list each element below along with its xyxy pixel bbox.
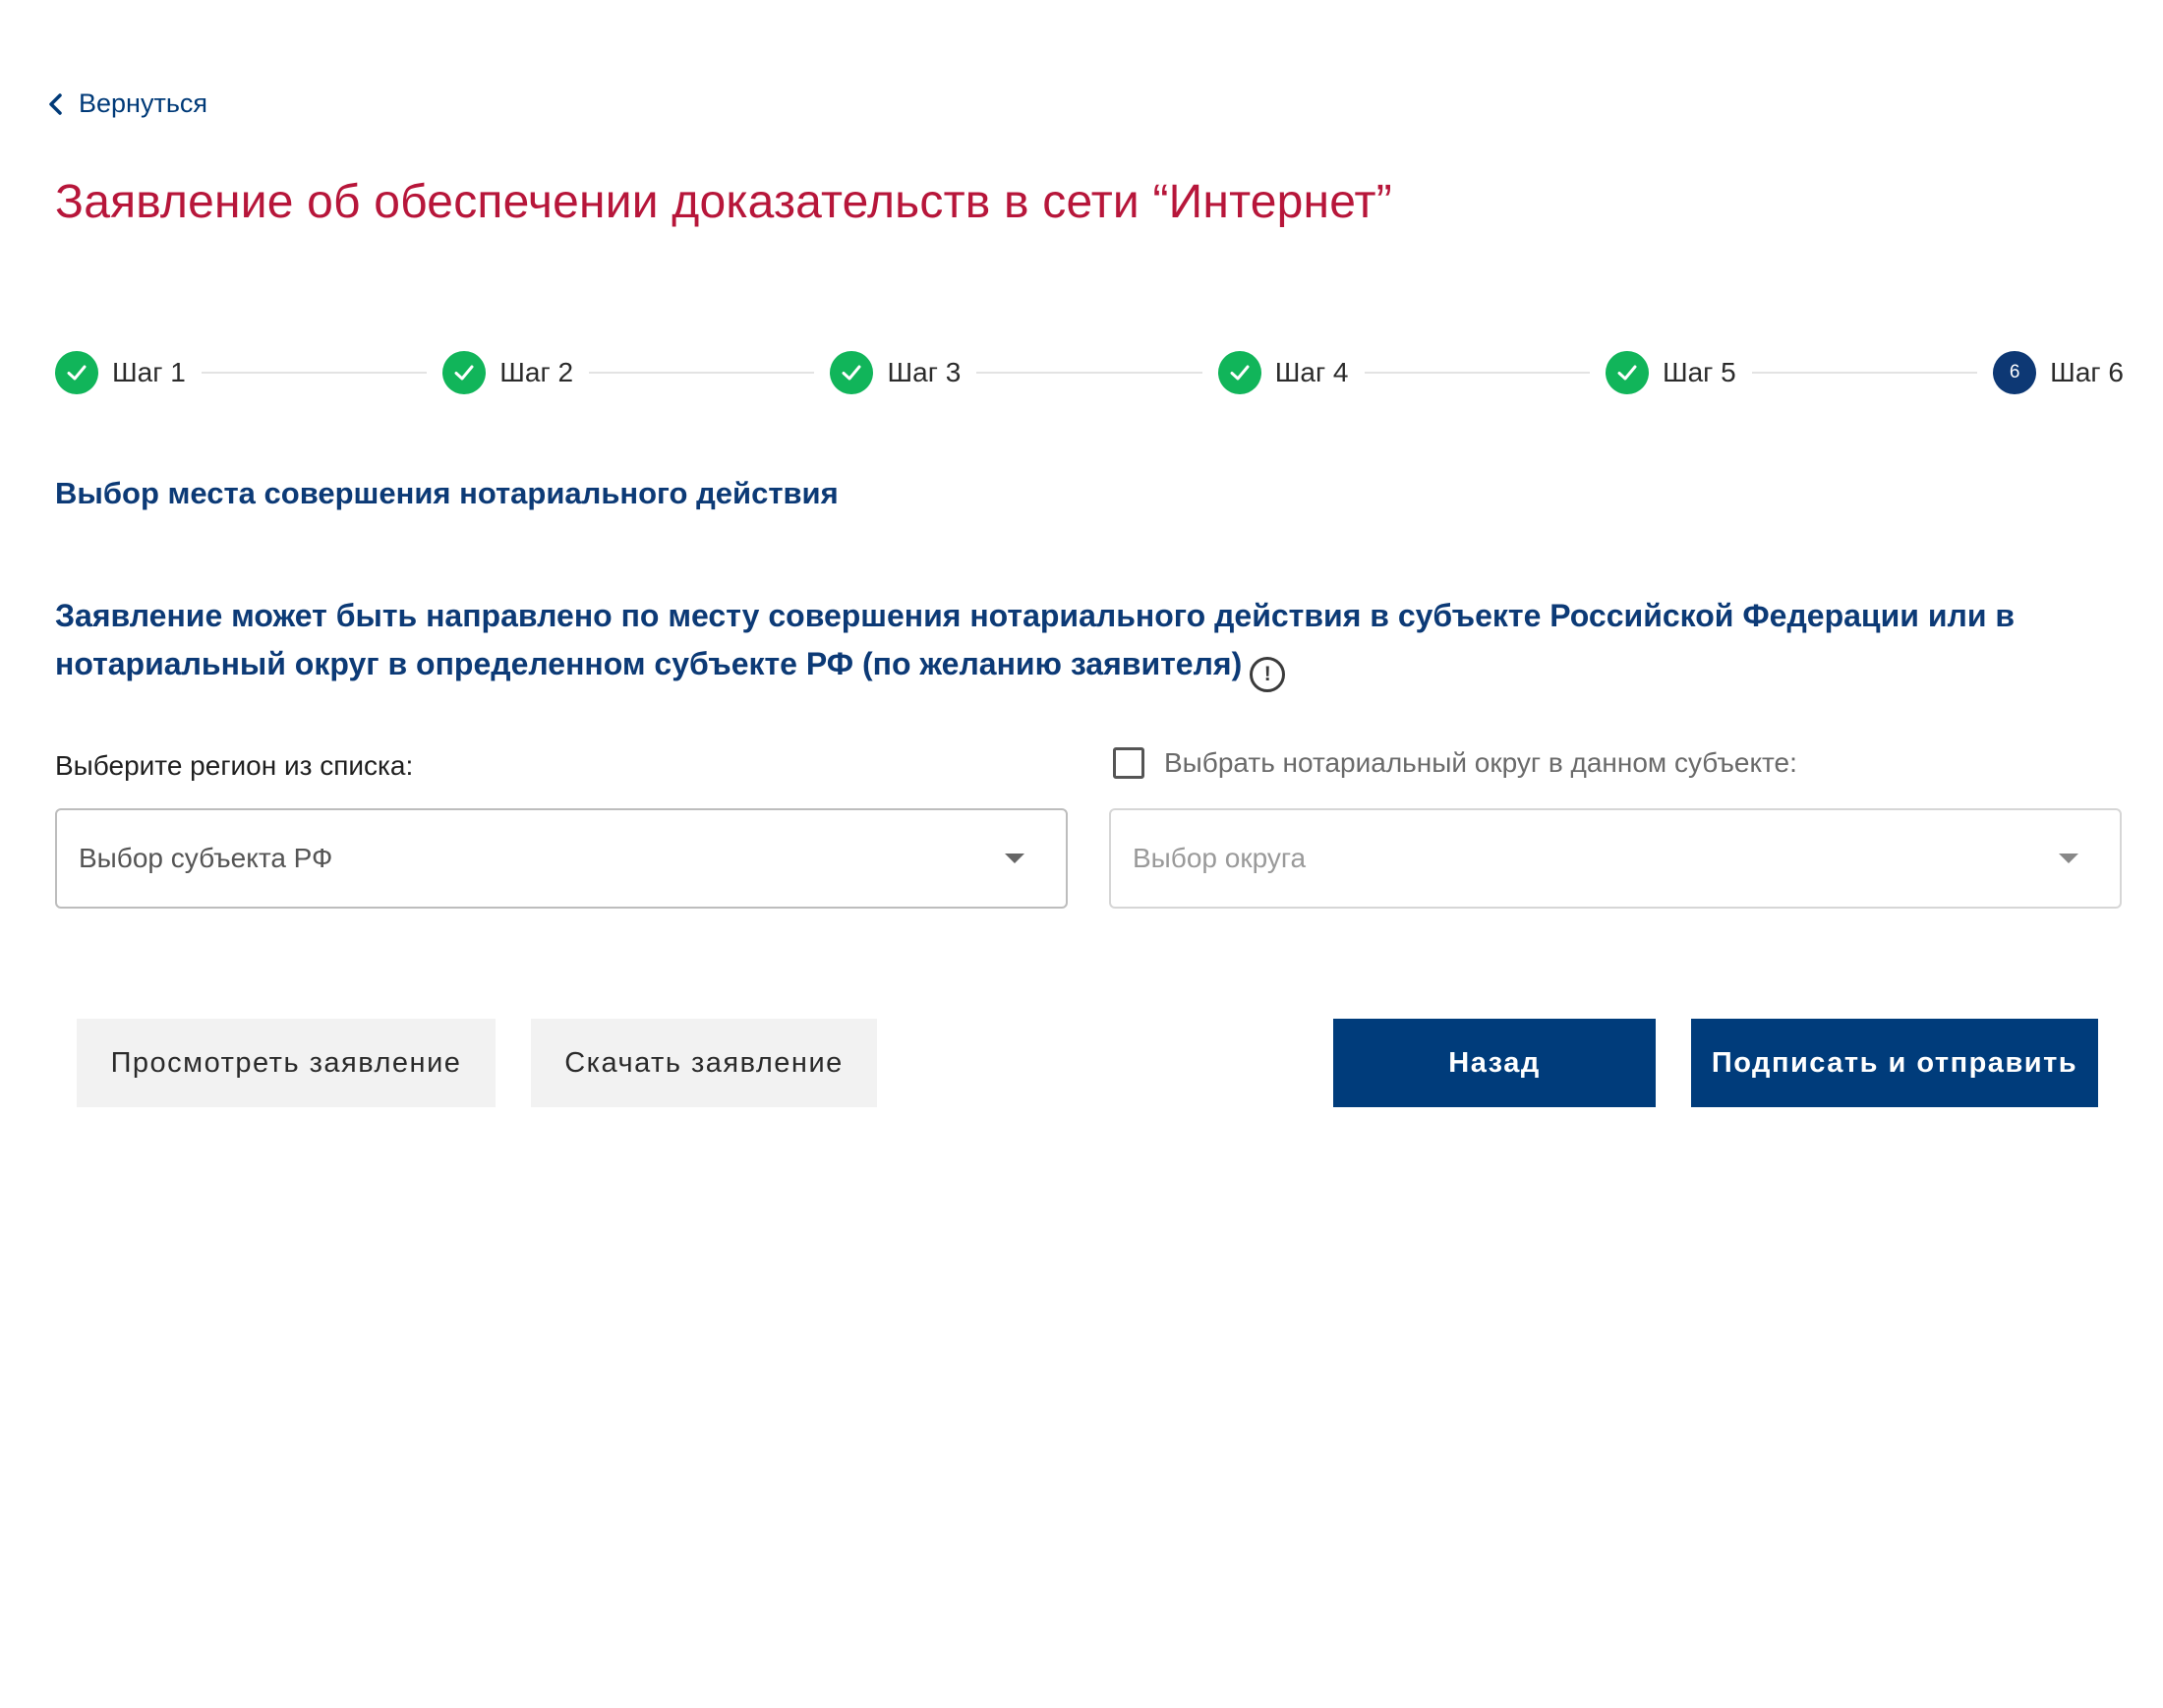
download-application-button[interactable]: Скачать заявление: [531, 1019, 877, 1107]
step-2[interactable]: [442, 351, 573, 394]
check-circle-icon: [1606, 351, 1649, 394]
step-6[interactable]: [1993, 351, 2124, 394]
step-connector: [589, 372, 814, 374]
step-4[interactable]: [1218, 351, 1349, 394]
region-select-placeholder: Выбор субъекта РФ: [79, 843, 333, 873]
check-circle-icon: [1218, 351, 1261, 394]
stepper: [55, 350, 2124, 395]
check-circle-icon: [442, 351, 486, 394]
check-circle-icon: [55, 351, 98, 394]
back-link-label: Вернуться: [79, 88, 208, 118]
back-link[interactable]: [47, 88, 207, 119]
sign-and-send-button[interactable]: Подписать и отправить: [1691, 1019, 2098, 1107]
step-label: Шаг 4: [1274, 357, 1349, 387]
step-label: Шаг 6: [2050, 357, 2124, 387]
section-title: Выбор места совершения нотариального действия: [55, 476, 839, 510]
info-circle-icon[interactable]: !: [1250, 657, 1285, 692]
info-text: [55, 592, 2120, 692]
back-button[interactable]: Назад: [1333, 1019, 1656, 1107]
caret-down-icon: [2059, 854, 2078, 863]
step-connector: [1365, 372, 1590, 374]
district-checkbox-row: [1113, 747, 1797, 779]
region-select[interactable]: [55, 808, 1068, 909]
view-application-button[interactable]: Просмотреть заявление: [77, 1019, 496, 1107]
step-number-badge: 6: [1993, 351, 2036, 394]
district-checkbox-label[interactable]: Выбрать нотариальный округ в данном субъекте:: [1164, 747, 1797, 778]
step-label: Шаг 1: [112, 357, 186, 387]
page-title: Заявление об обеспечении доказательств в сети “Интернет”: [55, 176, 1392, 228]
district-select[interactable]: [1109, 808, 2122, 909]
step-label: Шаг 2: [499, 357, 574, 387]
step-5[interactable]: [1606, 351, 1736, 394]
info-text-body: Заявление может быть направлено по месту совершения нотариального действия в субъекте Российской Федерации или в нотариальный округ в определенном субъекте РФ (по желанию заявителя): [55, 598, 2016, 681]
district-select-placeholder: Выбор округа: [1133, 843, 1307, 873]
step-connector: [976, 372, 1201, 374]
step-label: Шаг 5: [1662, 357, 1736, 387]
chevron-left-icon: [47, 92, 65, 116]
check-circle-icon: [830, 351, 873, 394]
district-checkbox[interactable]: [1113, 747, 1144, 779]
step-connector: [202, 372, 427, 374]
caret-down-icon: [1005, 854, 1024, 863]
region-label: Выберите регион из списка:: [55, 750, 414, 781]
step-3[interactable]: [830, 351, 961, 394]
step-1[interactable]: [55, 351, 186, 394]
step-label: Шаг 3: [887, 357, 962, 387]
step-connector: [1752, 372, 1977, 374]
